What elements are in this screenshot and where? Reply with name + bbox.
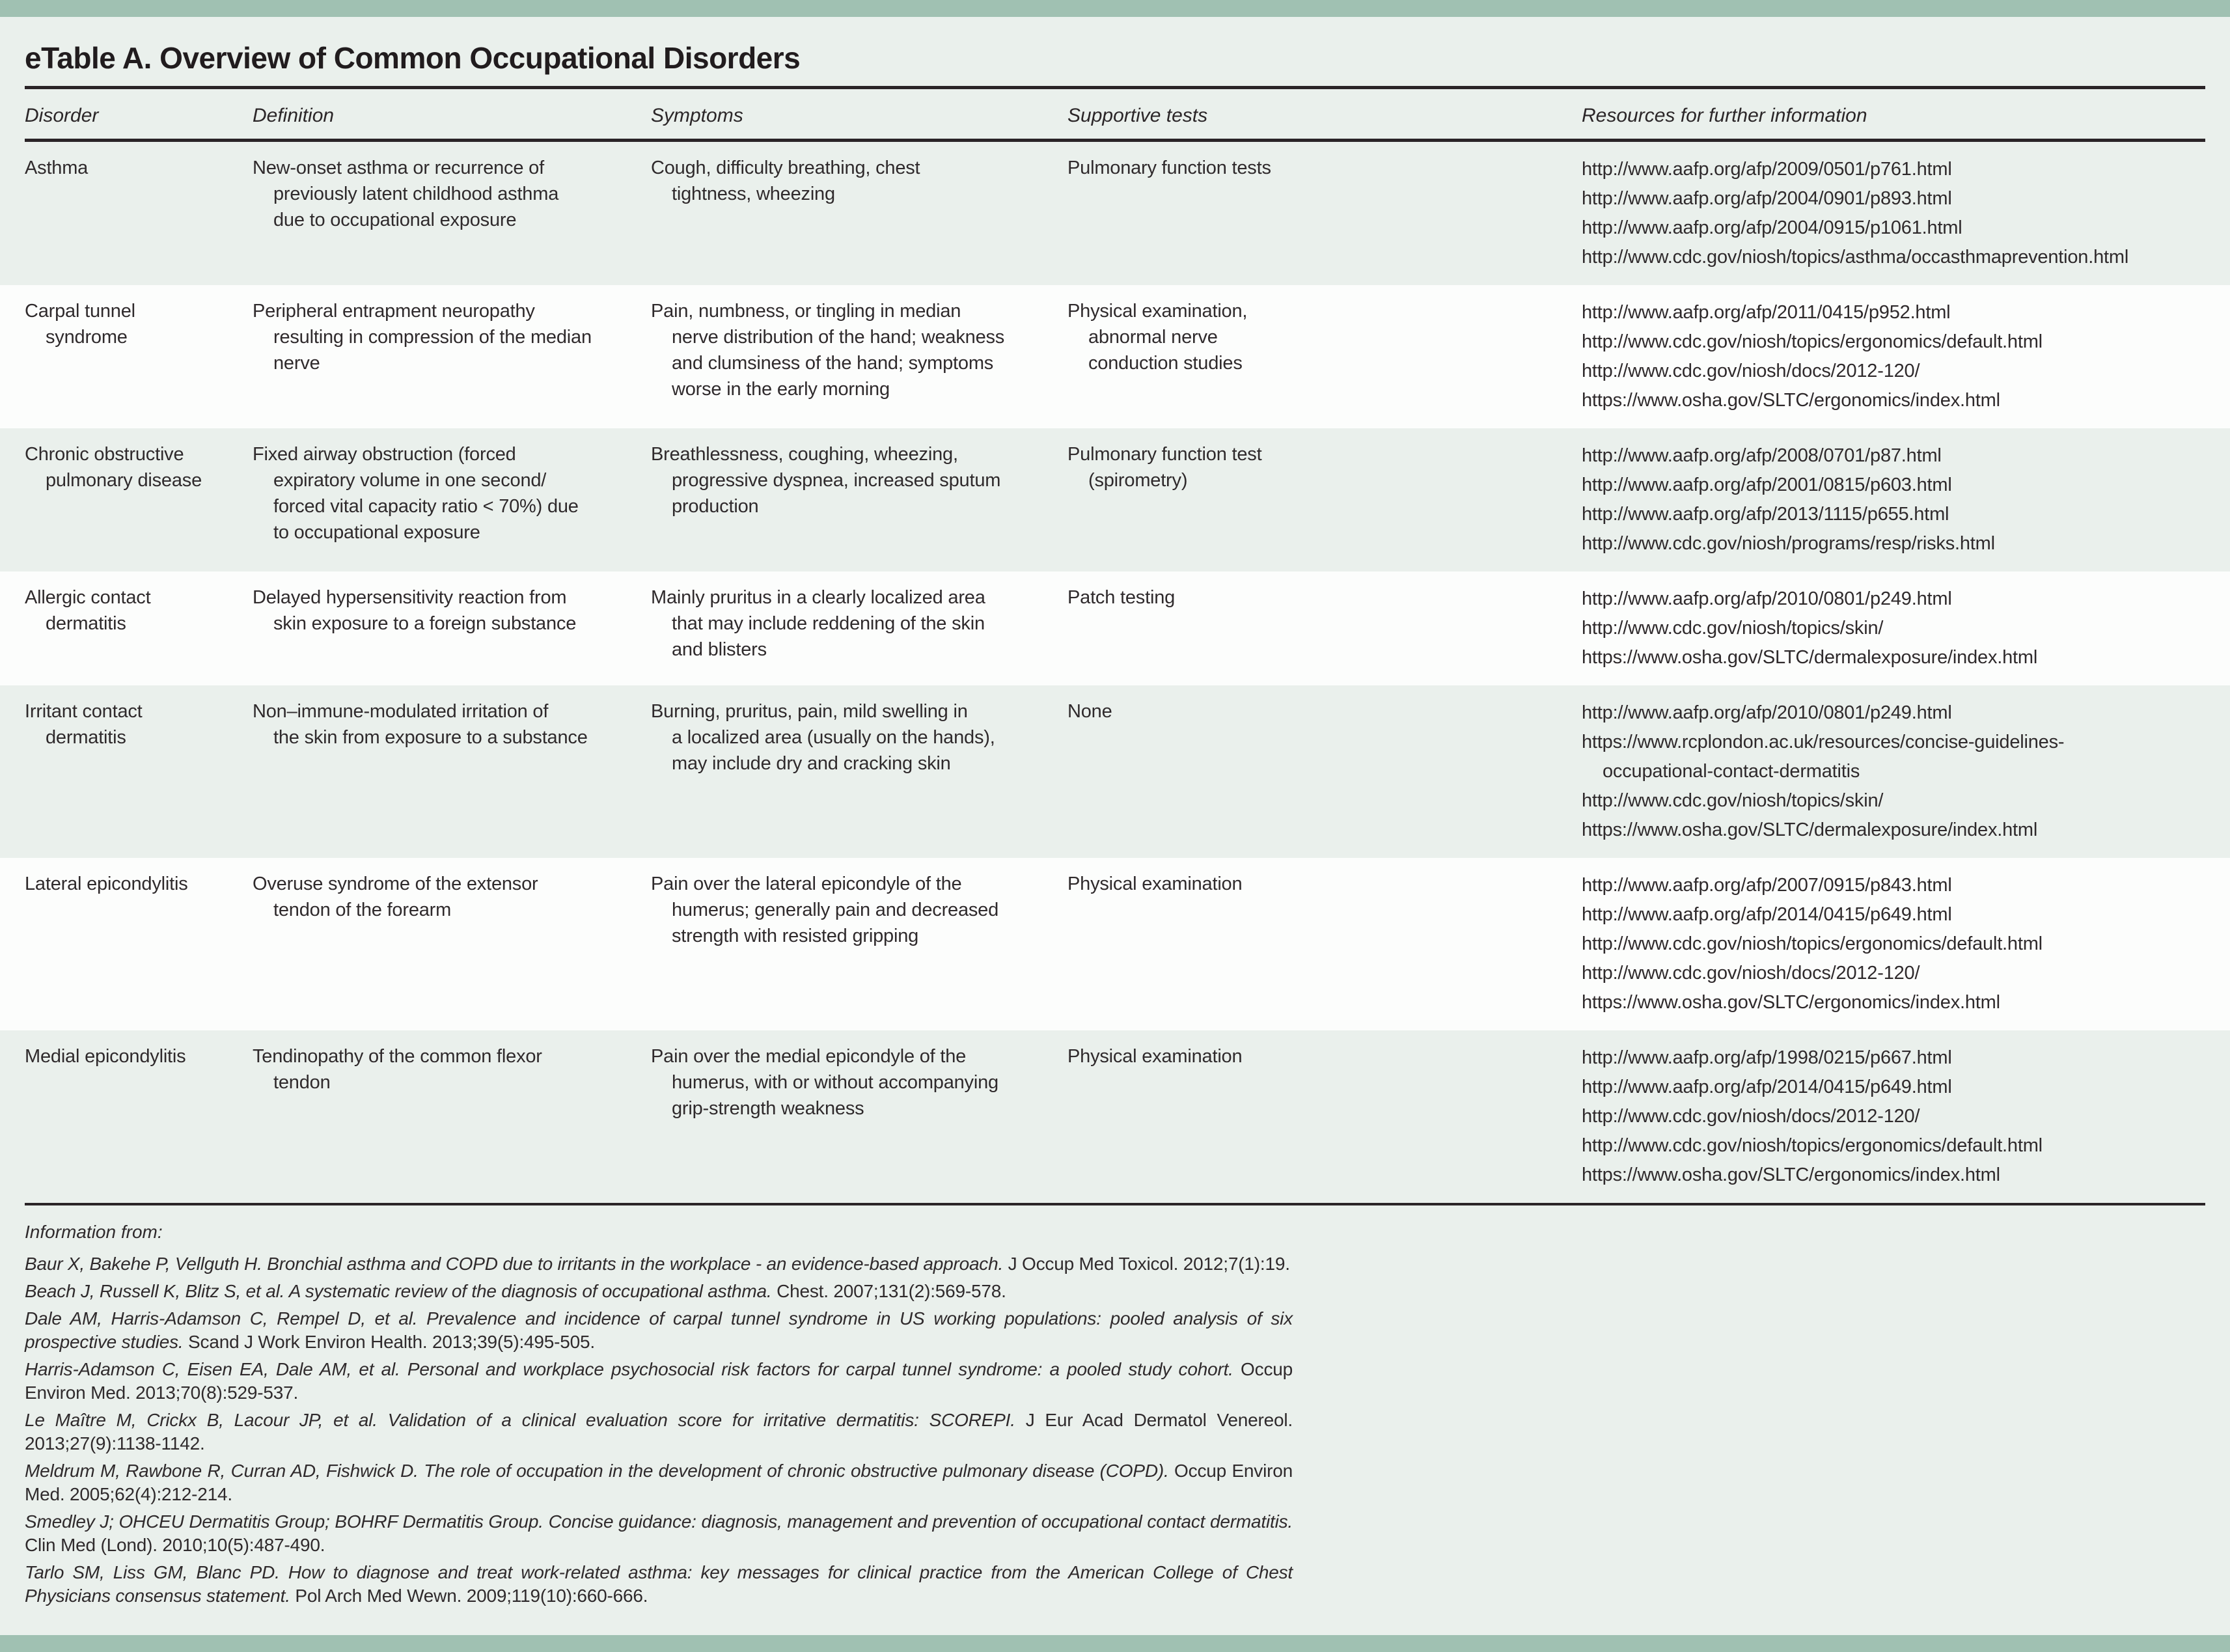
cell-line: Mainly pruritus in a clearly localized area	[651, 587, 985, 608]
cell-line: grip-strength weakness	[672, 1098, 864, 1119]
cell-line: humerus, with or without accompanying	[672, 1072, 998, 1093]
table-title: eTable A. Overview of Common Occupational Disorders	[25, 41, 801, 75]
symptoms-cell	[651, 155, 1067, 272]
column-header-definition: Definition	[253, 105, 335, 126]
reference-journal-segment: J Eur Acad Dermatol Venereol. 2013;27(9):1138-1142.	[25, 1410, 1293, 1453]
symptoms-cell	[651, 441, 1067, 558]
resource-url-line[interactable]: http://www.cdc.gov/niosh/docs/2012-120/	[1582, 963, 1920, 984]
tests-cell	[1067, 298, 1582, 415]
table-row	[0, 142, 2230, 285]
column-header-symptoms: Symptoms	[651, 105, 743, 126]
resource-link[interactable]	[1582, 585, 2205, 614]
cell-line: expiratory volume in one second/	[273, 470, 547, 491]
resource-url-line[interactable]: http://www.cdc.gov/niosh/docs/2012-120/	[1582, 361, 1920, 381]
cell-line: tightness, wheezing	[672, 184, 835, 204]
disorder-cell	[25, 441, 253, 558]
cell-line: Tendinopathy of the common flexor	[253, 1046, 542, 1067]
cell-line: nerve	[273, 353, 320, 374]
table-body	[0, 142, 2230, 1203]
reference-title-segment: Tarlo SM, Liss GM, Blanc PD. How to diagnose and treat work-related asthma: key messages for clinical practice from the American College of Chest Physicians consensus statement.	[25, 1562, 1293, 1606]
cell-line: humerus; generally pain and decreased	[672, 900, 999, 920]
resource-url-line[interactable]: http://www.aafp.org/afp/2010/0801/p249.html	[1582, 588, 1952, 609]
reference-list	[25, 1252, 1293, 1608]
resource-url-line[interactable]: https://www.osha.gov/SLTC/ergonomics/index.html	[1582, 390, 2000, 411]
resource-link[interactable]	[1582, 959, 2205, 988]
cell-line: abnormal nerve	[1088, 327, 1218, 348]
cell-line: Irritant contact	[25, 701, 143, 722]
resource-link[interactable]	[1582, 614, 2205, 643]
cell-line: and blisters	[672, 639, 767, 660]
resource-url-line[interactable]: http://www.cdc.gov/niosh/topics/ergonomics/default.html	[1582, 331, 2043, 352]
resource-url-line[interactable]: http://www.aafp.org/afp/2013/1115/p655.html	[1582, 504, 1949, 525]
reference-title-segment: Meldrum M, Rawbone R, Curran AD, Fishwick D. The role of occupation in the development of chronic obstructive pulmonary disease (COPD).	[25, 1461, 1169, 1481]
reference-journal-segment: Scand J Work Environ Health. 2013;39(5):495-505.	[183, 1332, 595, 1352]
reference	[25, 1252, 1293, 1276]
bottom-border-band	[0, 1635, 2230, 1652]
cell-line: nerve distribution of the hand; weakness	[672, 327, 1005, 348]
resource-url-line[interactable]: http://www.aafp.org/afp/1998/0215/p667.html	[1582, 1047, 1952, 1068]
cell-line: due to occupational exposure	[273, 210, 517, 230]
reference	[25, 1459, 1293, 1506]
reference-title-segment: Baur X, Bakehe P, Vellguth H. Bronchial asthma and COPD due to irritants in the workplace - an evidence-based approach.	[25, 1254, 1004, 1274]
resource-link[interactable]	[1582, 298, 2205, 327]
resource-link[interactable]	[1582, 155, 2205, 184]
reference-title-segment: Dale AM, Harris-Adamson C, Rempel D, et al. Prevalence and incidence of carpal tunnel syndrome in US working populations: pooled analysis of six prospective studies.	[25, 1308, 1293, 1352]
cell-line: Peripheral entrapment neuropathy	[253, 301, 535, 322]
cell-line: Carpal tunnel	[25, 301, 135, 322]
cell-line: Pain over the lateral epicondyle of the	[651, 874, 962, 894]
resource-link[interactable]	[1582, 471, 2205, 500]
tests-cell	[1067, 585, 1582, 672]
definition-cell	[253, 155, 651, 272]
reference	[25, 1358, 1293, 1405]
resource-url-line[interactable]: https://www.osha.gov/SLTC/ergonomics/index.html	[1582, 1164, 2000, 1185]
symptoms-cell	[651, 1043, 1067, 1190]
resources-cell	[1582, 698, 2205, 845]
tests-cell	[1067, 1043, 1582, 1190]
resource-url-line[interactable]: http://www.cdc.gov/niosh/topics/skin/	[1582, 618, 1884, 639]
resource-url-line[interactable]: occupational-contact-dermatitis	[1603, 761, 1860, 782]
cell-line: syndrome	[46, 327, 128, 348]
symptoms-cell	[651, 585, 1067, 672]
cell-line: a localized area (usually on the hands),	[672, 727, 995, 748]
cell-line: strength with resisted gripping	[672, 926, 919, 946]
reference	[25, 1561, 1293, 1608]
disorder-cell	[25, 698, 253, 845]
resource-link[interactable]	[1582, 816, 2205, 845]
resource-url-line[interactable]: https://www.osha.gov/SLTC/dermalexposure/index.html	[1582, 819, 2038, 840]
reference-journal-segment: J Occup Med Toxicol. 2012;7(1):19.	[1003, 1254, 1290, 1274]
disorder-cell	[25, 585, 253, 672]
reference	[25, 1409, 1293, 1455]
cell-line: Patch testing	[1067, 587, 1176, 608]
column-header-supportive-tests: Supportive tests	[1067, 105, 1208, 126]
reference	[25, 1280, 1293, 1303]
resource-url-line[interactable]: http://www.cdc.gov/niosh/programs/resp/risks.html	[1582, 533, 1995, 554]
resource-link[interactable]	[1582, 529, 2205, 558]
resource-link[interactable]	[1582, 213, 2205, 243]
footnote-label: Information from:	[25, 1222, 163, 1242]
cell-line: (spirometry)	[1088, 470, 1188, 491]
resource-link[interactable]	[1582, 1073, 2205, 1102]
resource-url-line[interactable]: http://www.aafp.org/afp/2007/0915/p843.html	[1582, 875, 1952, 896]
resource-link[interactable]	[1582, 643, 2205, 672]
resource-link[interactable]	[1582, 1043, 2205, 1073]
cell-line: Cough, difficulty breathing, chest	[651, 158, 920, 178]
resource-link[interactable]	[1582, 929, 2205, 959]
resource-url-line[interactable]: https://www.osha.gov/SLTC/dermalexposure/index.html	[1582, 647, 2038, 668]
cell-line: Pulmonary function tests	[1067, 158, 1271, 178]
disorder-cell	[25, 871, 253, 1017]
cell-line: worse in the early morning	[672, 379, 890, 400]
cell-line: production	[672, 496, 759, 517]
resource-url-line[interactable]: http://www.cdc.gov/niosh/topics/asthma/occasthmaprevention.html	[1582, 247, 2129, 268]
table-row	[0, 571, 2230, 685]
top-border-band	[0, 0, 2230, 17]
tests-cell	[1067, 871, 1582, 1017]
resource-url-line[interactable]: http://www.aafp.org/afp/2008/0701/p87.html	[1582, 445, 1942, 466]
resources-cell	[1582, 585, 2205, 672]
cell-line: dermatitis	[46, 613, 126, 634]
cell-line: resulting in compression of the median	[273, 327, 592, 348]
resource-link[interactable]	[1582, 327, 2205, 357]
table-row	[0, 285, 2230, 428]
cell-line: the skin from exposure to a substance	[273, 727, 588, 748]
resource-url-line[interactable]: http://www.aafp.org/afp/2014/0415/p649.html	[1582, 1077, 1952, 1097]
symptoms-cell	[651, 871, 1067, 1017]
cell-line: Fixed airway obstruction (forced	[253, 444, 516, 465]
resources-cell	[1582, 441, 2205, 558]
reference	[25, 1307, 1293, 1354]
cell-line: Physical examination	[1067, 874, 1243, 894]
cell-line: Breathlessness, coughing, wheezing,	[651, 444, 958, 465]
tests-cell	[1067, 155, 1582, 272]
cell-line: Chronic obstructive	[25, 444, 184, 465]
resources-cell	[1582, 1043, 2205, 1190]
resource-link[interactable]	[1582, 900, 2205, 929]
cell-line: Overuse syndrome of the extensor	[253, 874, 538, 894]
cell-line: Pain, numbness, or tingling in median	[651, 301, 961, 322]
reference-title-segment: Harris-Adamson C, Eisen EA, Dale AM, et al. Personal and workplace psychosocial risk factors for carpal tunnel syndrome: a pooled study cohort.	[25, 1359, 1233, 1379]
cell-line: forced vital capacity ratio < 70%) due	[273, 496, 579, 517]
reference-journal-segment: Clin Med (Lond). 2010;10(5):487-490.	[25, 1535, 325, 1555]
resource-url-line[interactable]: http://www.cdc.gov/niosh/topics/ergonomics/default.html	[1582, 933, 2043, 954]
cell-line: Delayed hypersensitivity reaction from	[253, 587, 567, 608]
definition-cell	[253, 698, 651, 845]
cell-line: progressive dyspnea, increased sputum	[672, 470, 1001, 491]
resource-link[interactable]	[1582, 386, 2205, 415]
resource-link[interactable]	[1582, 357, 2205, 386]
resource-url-line[interactable]: https://www.osha.gov/SLTC/ergonomics/index.html	[1582, 992, 2000, 1013]
resource-url-line[interactable]: http://www.cdc.gov/niosh/topics/skin/	[1582, 790, 1884, 811]
resource-url-line[interactable]: http://www.aafp.org/afp/2014/0415/p649.html	[1582, 904, 1952, 925]
symptoms-cell	[651, 298, 1067, 415]
column-header-disorder: Disorder	[25, 105, 99, 126]
cell-line: tendon of the forearm	[273, 900, 452, 920]
cell-line: Pulmonary function test	[1067, 444, 1262, 465]
resource-url-line[interactable]: https://www.rcplondon.ac.uk/resources/concise-guidelines-	[1582, 732, 2065, 752]
reference-title-segment: Beach J, Russell K, Blitz S, et al. A systematic review of the diagnosis of occupational asthma.	[25, 1281, 772, 1301]
reference-journal-segment: Pol Arch Med Wewn. 2009;119(10):660-666.	[290, 1586, 648, 1606]
cell-line: Medial epicondylitis	[25, 1046, 186, 1067]
cell-line: Allergic contact	[25, 587, 151, 608]
resource-link[interactable]	[1582, 1131, 2205, 1161]
cell-line: skin exposure to a foreign substance	[273, 613, 577, 634]
resource-url-line[interactable]: http://www.aafp.org/afp/2001/0815/p603.html	[1582, 475, 1952, 495]
resource-link[interactable]	[1582, 786, 2205, 816]
table-header-row	[25, 89, 2205, 139]
resource-link[interactable]	[1582, 243, 2205, 272]
table-row	[0, 858, 2230, 1030]
cell-line: New-onset asthma or recurrence of	[253, 158, 544, 178]
cell-line: previously latent childhood asthma	[273, 184, 559, 204]
reference-title-segment: Le Maître M, Crickx B, Lacour JP, et al. Validation of a clinical evaluation score for irritative dermatitis: SCOREPI.	[25, 1410, 1015, 1430]
resources-cell	[1582, 871, 2205, 1017]
resource-link[interactable]	[1582, 728, 2205, 786]
resource-url-line[interactable]: http://www.aafp.org/afp/2010/0801/p249.html	[1582, 702, 1952, 723]
definition-cell	[253, 871, 651, 1017]
definition-cell	[253, 1043, 651, 1190]
resource-url-line[interactable]: http://www.aafp.org/afp/2004/0915/p1061.html	[1582, 217, 1962, 238]
definition-cell	[253, 585, 651, 672]
reference-journal-segment: Occup Environ Med. 2005;62(4):212-214.	[25, 1461, 1293, 1504]
resource-link[interactable]	[1582, 698, 2205, 728]
resource-url-line[interactable]: http://www.cdc.gov/niosh/topics/ergonomics/default.html	[1582, 1135, 2043, 1156]
cell-line: and clumsiness of the hand; symptoms	[672, 353, 994, 374]
table-row	[0, 1030, 2230, 1203]
reference-journal-segment: Chest. 2007;131(2):569-578.	[771, 1281, 1006, 1301]
cell-line: None	[1067, 701, 1112, 722]
resource-link[interactable]	[1582, 988, 2205, 1017]
table-row	[0, 685, 2230, 858]
definition-cell	[253, 298, 651, 415]
cell-line: to occupational exposure	[273, 522, 480, 543]
resources-cell	[1582, 155, 2205, 272]
resource-link[interactable]	[1582, 500, 2205, 529]
cell-line: pulmonary disease	[46, 470, 202, 491]
disorder-cell	[25, 155, 253, 272]
cell-line: Physical examination,	[1067, 301, 1248, 322]
resource-link[interactable]	[1582, 184, 2205, 213]
resources-cell	[1582, 298, 2205, 415]
cell-line: Pain over the medial epicondyle of the	[651, 1046, 967, 1067]
resource-url-line[interactable]: http://www.aafp.org/afp/2011/0415/p952.html	[1582, 302, 1951, 323]
cell-line: dermatitis	[46, 727, 126, 748]
cell-line: may include dry and cracking skin	[672, 753, 951, 774]
footnote-section	[0, 1205, 2230, 1608]
cell-line: Physical examination	[1067, 1046, 1243, 1067]
table-row	[0, 428, 2230, 571]
resource-url-line[interactable]: http://www.aafp.org/afp/2009/0501/p761.html	[1582, 159, 1952, 180]
cell-line: tendon	[273, 1072, 331, 1093]
cell-line: that may include reddening of the skin	[672, 613, 985, 634]
reference-title-segment: Smedley J; OHCEU Dermatitis Group; BOHRF Dermatitis Group. Concise guidance: diagnosis, management and prevention of occupational contact dermatitis.	[25, 1511, 1293, 1532]
resource-url-line[interactable]: http://www.cdc.gov/niosh/docs/2012-120/	[1582, 1106, 1920, 1127]
cell-line: Lateral epicondylitis	[25, 874, 188, 894]
cell-line: Asthma	[25, 158, 89, 178]
cell-line: Burning, pruritus, pain, mild swelling in	[651, 701, 968, 722]
disorder-cell	[25, 298, 253, 415]
cell-line: Non–immune-modulated irritation of	[253, 701, 549, 722]
symptoms-cell	[651, 698, 1067, 845]
column-header-resources: Resources for further information	[1582, 105, 1867, 126]
tests-cell	[1067, 441, 1582, 558]
reference-journal-segment: Occup Environ Med. 2013;70(8):529-537.	[25, 1359, 1293, 1403]
definition-cell	[253, 441, 651, 558]
resource-url-line[interactable]: http://www.aafp.org/afp/2004/0901/p893.html	[1582, 188, 1952, 209]
disorder-cell	[25, 1043, 253, 1190]
resource-link[interactable]	[1582, 1161, 2205, 1190]
cell-line: conduction studies	[1088, 353, 1243, 374]
resource-link[interactable]	[1582, 1102, 2205, 1131]
tests-cell	[1067, 698, 1582, 845]
resource-link[interactable]	[1582, 441, 2205, 471]
reference	[25, 1510, 1293, 1557]
resource-link[interactable]	[1582, 871, 2205, 900]
